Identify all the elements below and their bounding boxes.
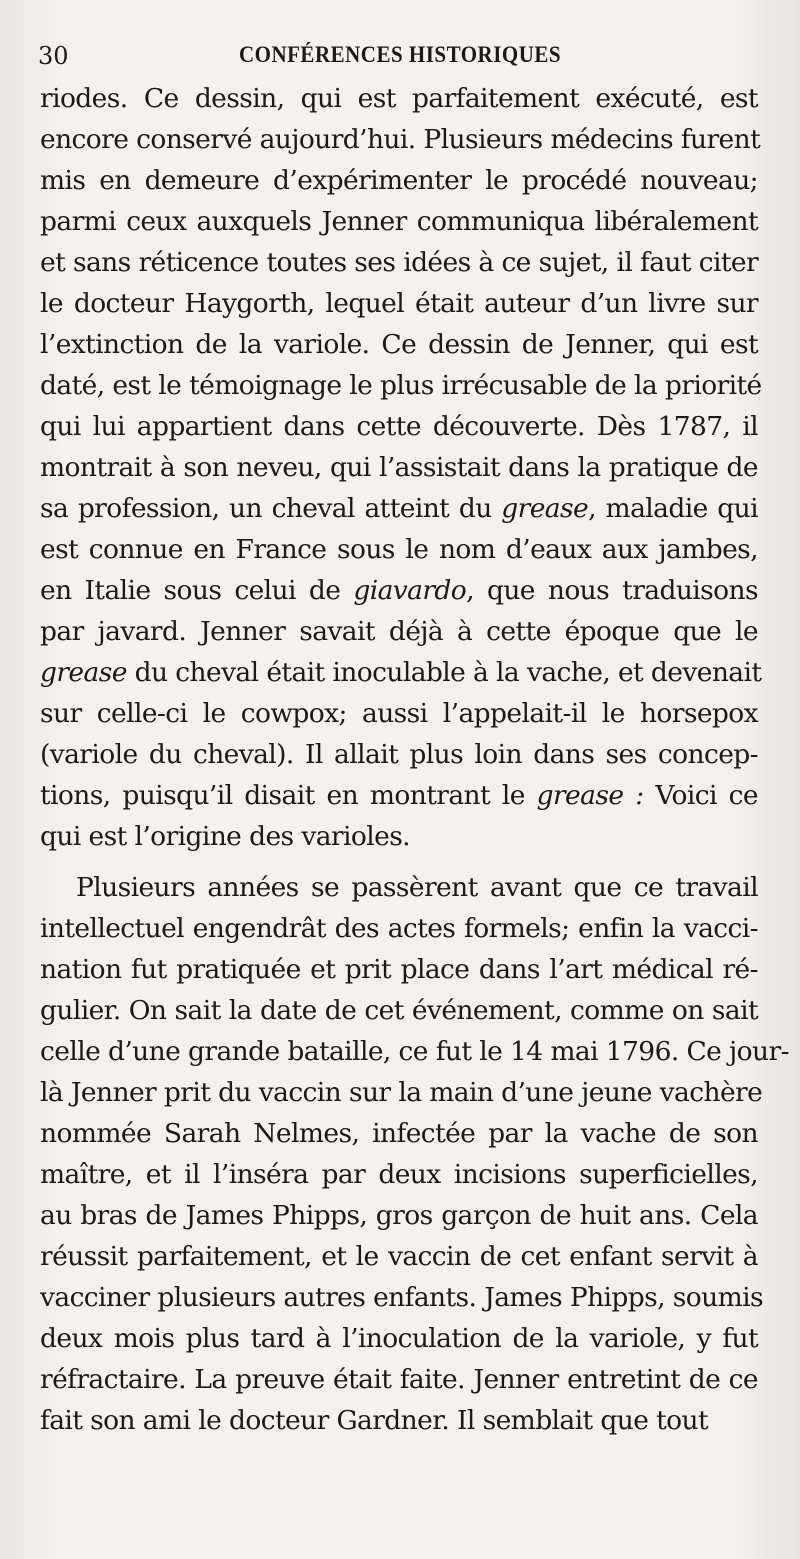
text-line: [40, 160, 758, 201]
text-run: qui lui appartient dans cette découverte. Dès 1787, il: [40, 411, 758, 442]
text-line: [40, 775, 758, 816]
italic-term: grease: [501, 493, 589, 524]
text-run: sa profession, un cheval atteint du: [40, 493, 502, 524]
text-run: sur celle-ci le cowpox; aussi l’appelait-il le horsepox: [40, 698, 758, 729]
text-line: [40, 1195, 758, 1236]
text-line: [40, 406, 758, 447]
text-line: [40, 365, 762, 406]
text-run: deux mois plus tard à l’inoculation de la variole, y fut: [40, 1323, 758, 1354]
text-run: là Jenner prit du vaccin sur la main d’une jeune vachère: [40, 1077, 763, 1108]
body-text: [40, 78, 789, 1441]
text-line: [40, 652, 762, 693]
text-run: est connue en France sous le nom d’eaux aux jambes,: [40, 534, 758, 565]
running-title: CONFÉRENCES HISTORIQUES: [238, 40, 562, 68]
text-line: [40, 611, 758, 652]
text-run: riodes. Ce dessin, qui est parfaitement exécuté, est: [40, 83, 758, 114]
text-run: fait son ami le docteur Gardner. Il semblait que tout: [40, 1405, 709, 1436]
text-run: le docteur Haygorth, lequel était auteur d’un livre sur: [40, 288, 758, 319]
text-line: [40, 201, 758, 242]
page-number: 30: [38, 42, 69, 70]
text-run: intellectuel engendrât des actes formels; enfin la vacci-: [40, 913, 758, 944]
text-line: [40, 908, 758, 949]
text-line: [40, 816, 758, 857]
text-run: , que nous traduisons: [466, 575, 758, 606]
italic-term: grease :: [536, 780, 644, 811]
text-line: [40, 1359, 758, 1400]
text-run: maître, et il l’inséra par deux incisions superficielles,: [40, 1159, 758, 1190]
text-run: gulier. On sait la date de cet événement, comme on sait: [40, 995, 758, 1026]
text-line: [40, 119, 761, 160]
text-run: réfractaire. La preuve était faite. Jenner entretint de ce: [40, 1364, 758, 1395]
text-run: vacciner plusieurs autres enfants. James Phipps, soumis: [40, 1282, 764, 1313]
text-run: l’extinction de la variole. Ce dessin de Jenner, qui est: [40, 329, 758, 360]
text-run: Plusieurs années se passèrent avant que ce travail: [76, 872, 758, 903]
text-run: nation fut pratiquée et prit place dans l’art médical ré-: [40, 954, 758, 985]
text-line: [40, 990, 758, 1031]
text-line: [40, 1277, 764, 1318]
text-run: celle d’une grande bataille, ce fut le 14 mai 1796. Ce jour-: [40, 1036, 789, 1067]
text-run: mis en demeure d’expérimenter le procédé nouveau;: [40, 165, 758, 196]
text-line: [40, 1236, 758, 1277]
text-line: [40, 867, 758, 908]
italic-term: giavardo: [353, 575, 467, 606]
text-run: daté, est le témoignage le plus irrécusable de la priorité: [40, 370, 762, 401]
text-run: encore conservé aujourd’hui. Plusieurs médecins furent: [40, 124, 761, 155]
text-line: [40, 1318, 758, 1359]
paragraph-1: [40, 78, 762, 857]
text-line: [40, 488, 758, 529]
text-line: [40, 1400, 758, 1441]
text-run: parmi ceux auxquels Jenner communiqua libéralement: [40, 206, 758, 237]
text-run: nommée Sarah Nelmes, infectée par la vache de son: [40, 1118, 758, 1149]
paragraph-gap: [40, 857, 758, 867]
text-run: tions, puisqu’il disait en montrant le: [40, 780, 537, 811]
text-run: au bras de James Phipps, gros garçon de huit ans. Cela: [40, 1200, 758, 1231]
text-run: du cheval était inoculable à la vache, et devenait: [126, 657, 762, 688]
text-line: [40, 1154, 758, 1195]
text-run: qui est l’origine des varioles.: [40, 821, 411, 852]
text-line: [40, 693, 758, 734]
text-run: en Italie sous celui de: [40, 575, 354, 606]
text-line: [40, 529, 758, 570]
page-header: [38, 38, 762, 72]
text-line: [40, 1113, 758, 1154]
text-line: [40, 1031, 789, 1072]
text-run: , maladie qui: [588, 493, 758, 524]
text-run: (variole du cheval). Il allait plus loin dans ses concep-: [40, 739, 758, 770]
text-run: montrait à son neveu, qui l’assistait dans la pratique de: [40, 452, 758, 483]
text-line: [40, 570, 758, 611]
italic-term: grease: [40, 657, 127, 688]
text-line: [40, 78, 758, 119]
text-run: par javard. Jenner savait déjà à cette époque que le: [40, 616, 758, 647]
text-line: [40, 734, 758, 775]
text-line: [40, 949, 758, 990]
paragraph-2: [40, 867, 789, 1441]
text-run: Voici ce: [643, 780, 758, 811]
text-run: réussit parfaitement, et le vaccin de cet enfant servit à: [40, 1241, 758, 1272]
text-line: [40, 324, 758, 365]
text-line: [40, 1072, 763, 1113]
text-line: [40, 283, 758, 324]
text-run: et sans réticence toutes ses idées à ce sujet, il faut citer: [40, 247, 759, 278]
text-line: [40, 447, 758, 488]
text-line: [40, 242, 758, 283]
